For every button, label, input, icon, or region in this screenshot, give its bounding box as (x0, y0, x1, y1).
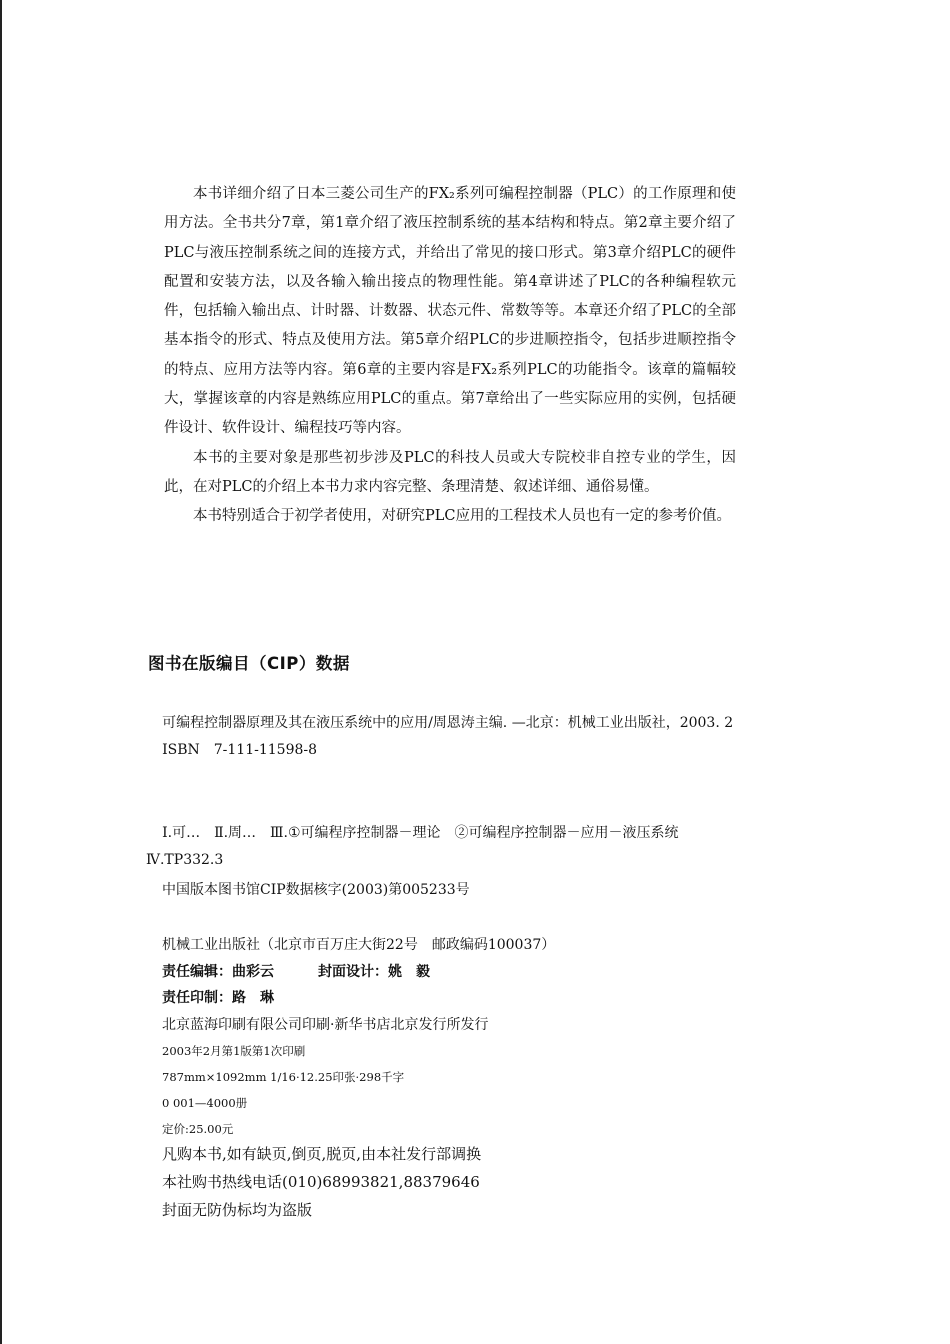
cip-isbn: ISBN 7-111-11598-8 (162, 741, 318, 758)
cip-title-block (146, 710, 736, 763)
intro-paragraph-3: 本书特别适合于初学者使用，对研究PLC应用的工程技术人员也有一定的参考价值。 (193, 508, 731, 525)
copies-line: 0 001—4000册 (162, 1096, 248, 1110)
publisher-line: 机械工业出版社（北京市百万庄大街22号 邮政编码100037） (162, 937, 556, 953)
cip-heading: 图书在版编目（CIP）数据 (148, 654, 350, 673)
cover-designer: 封面设计：姚 毅 (318, 963, 430, 980)
cip-classification: Ⅰ.可… Ⅱ.周… Ⅲ.①可编程序控制器－理论 ②可编程序控制器－应用－液压系统 Ⅳ.TP332.3 (146, 825, 693, 868)
price-line: 定价:25.00元 (162, 1122, 234, 1136)
cip-classification-block (146, 820, 736, 873)
cip-record-block (162, 877, 752, 904)
editor-line (162, 959, 722, 986)
printer-line: 北京蓝海印刷有限公司印刷·新华书店北京发行所发行 (162, 1016, 489, 1033)
publication-info (162, 932, 722, 1142)
format-line: 787mm×1092mm 1/16·12.25印张·298千字 (162, 1070, 405, 1084)
cip-record-number: 中国版本图书馆CIP数据核字(2003)第005233号 (162, 882, 470, 898)
print-supervisor-line: 责任印制：路 琳 (162, 990, 274, 1006)
responsible-editor: 责任编辑：曲彩云 (162, 963, 274, 980)
page-edge-line (0, 0, 2, 1344)
notice-hotline: 本社购书热线电话(010)68993821,88379646 (162, 1173, 480, 1191)
cip-title-line: 可编程控制器原理及其在液压系统中的应用/周恩涛主编. —北京：机械工业出版社，2003. 2 (162, 715, 734, 731)
notice-defect-exchange: 凡购本书,如有缺页,倒页,脱页,由本社发行部调换 (162, 1145, 482, 1163)
purchase-notice (162, 1140, 722, 1224)
notice-anti-counterfeit: 封面无防伪标均为盗版 (162, 1201, 313, 1219)
intro-paragraph-1: 本书详细介绍了日本三菱公司生产的FX₂系列可编程控制器（PLC）的工作原理和使用方法。全书共分7章，第1章介绍了液压控制系统的基本结构和特点。第2章主要介绍了PLC与液压控制系统之间的连接方式，并给出了常见的接口形式。第3章介绍PLC的硬件配置和安装方法，以及各输入输出接点的物理性能。第4章讲述了PLC的各种编程软元件，包括输入输出点、计时器、计数器、状态元件、常数等等。本章还介绍了PLC的全部基本指令的形式、特点及使用方法。第5章介绍PLC的步进顺控指令，包括步进顺控指令的特点、应用方法等内容。第6章的主要内容是FX₂系列PLC的功能指令。该章的篇幅较大，掌握该章的内容是熟练应用PLC的重点。第7章给出了一些实际应用的实例，包括硬件设计、软件设计、编程技巧等内容。 (164, 186, 736, 437)
intro-paragraph-2: 本书的主要对象是那些初步涉及PLC的科技人员或大专院校非自控专业的学生，因此，在对PLC的介绍上本书力求内容完整、条理清楚、叙述详细、通俗易懂。 (164, 449, 736, 495)
book-introduction (164, 180, 736, 532)
edition-line: 2003年2月第1版第1次印刷 (162, 1044, 306, 1058)
